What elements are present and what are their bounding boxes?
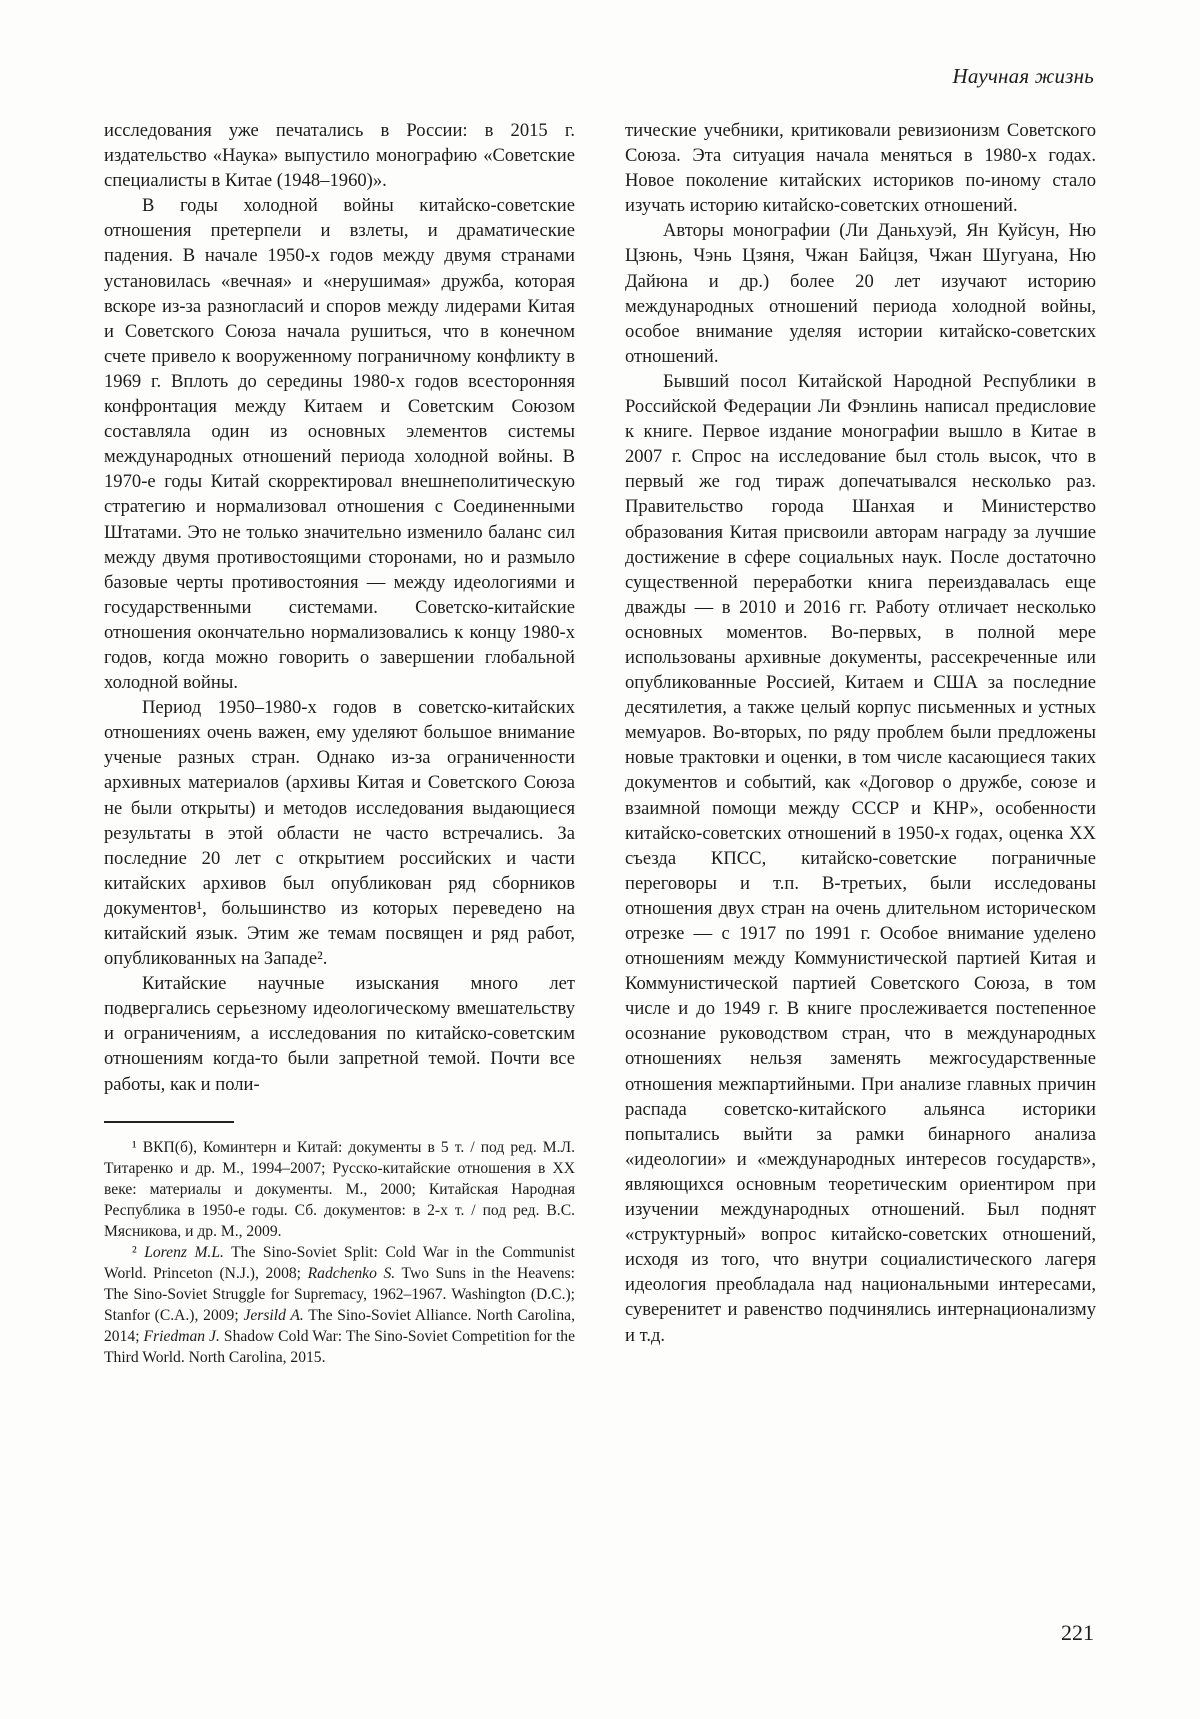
paragraph: Период 1950–1980-х годов в советско-китайских отношениях очень важен, ему уделяют большое внимание ученые разных стран. Однако из-за ограниченности архивных материалов (архивы Китая и Советского Союза не были открыты) и методов исследования выдающиеся результаты в этой области не часто встречались. За последние 20 лет с открытием российских и части китайских архивов был опубликован ряд сборников документов¹, большинство из которых переведено на китайский язык. Этим же темам посвящен и ряд работ, опубликованных на Западе². — [104, 697, 575, 970]
paragraph-continuation: тические учебники, критиковали ревизионизм Советского Союза. Эта ситуация начала меняться в 1980-х годах. Новое поколение китайских историков по-иному стало изучать историю китайско-советских отношений. — [625, 120, 1096, 217]
paragraph: В годы холодной войны китайско-советские отношения претерпели и взлеты, и драматические падения. В начале 1950-х годов между двумя странами установилась «вечная» и «нерушимая» дружба, которая вскоре из-за разногласий и споров между лидерами Китая и Советского Союза начала рушиться, что в конечном счете привело к вооруженному пограничному конфликту в 1969 г. Вплоть до середины 1980-х годов всесторонняя конфронтация между Китаем и Советским Союзом составляла один из основных элементов системы международных отношений периода холодной войны. В 1970-е годы Китай скорректировал внешнеполитическую стратегию и нормализовал отношения с Соединенными Штатами. Это не только значительно изменило баланс сил между двумя противостоящими сторонами, но и размыло базовые черты противостояния — между идеологиями и государственными системами. Советско-китайские отношения окончательно нормализовались к концу 1980-х годов, когда можно говорить о завершении глобальной холодной войны. — [104, 195, 575, 694]
paragraph: Бывший посол Китайской Народной Республики в Российской Федерации Ли Фэнлинь написал предисловие к книге. Первое издание монографии вышло в Китае в 2007 г. Спрос на исследование был столь высок, что в первый же год тираж допечатывался несколько раз. Правительство города Шанхая и Министерство образования Китая присвоили авторам награду за лучшие достижение в сфере социальных наук. После достаточно существенной переработки книга переиздавалась еще дважды — в 2010 и 2016 гг. Работу отличает несколько основных моментов. Во-первых, в полной мере использованы архивные документы, рассекреченные или опубликованные Россией, Китаем и США за последние десятилетия, а также целый корпус письменных и устных мемуаров. Во-вторых, по ряду проблем были предложены новые трактовки и оценки, в том числе касающиеся таких документов и событий, как «Договор о дружбе, союзе и взаимной помощи между СССР и КНР», особенности китайско-советских отношений в 1950-х годах, оценка XX съезда КПСС, китайско-советские пограничные переговоры и т.п. В-третьих, были исследованы отношения двух стран на очень длительном историческом отрезке — с 1917 по 1991 г. Особое внимание уделено отношениям между Коммунистической партией Китая и Коммунистической партией Советского Союза, в том числе и до 1949 г. В книге прослеживается постепенное осознание руководством стран, что в международных отношениях нельзя заменять межгосударственные отношения межпартийными. При анализе главных причин распада советско-китайского альянса историки попытались выйти за рамки бинарного анализа «идеологии» и «международных интересов государств», являющихся основным теоретическим ориентиром при изучении международных отношений. Был поднят «структурный» вопрос китайско-советских отношений, исходя из того, что внутри социалистического лагеря идеология преобладала над национальными интересами, суверенитет и равенство подчинялись интернационализму и т.д. — [625, 370, 1096, 1346]
footnote-2: ² Lorenz M.L. The Sino-Soviet Split: Cold War in the Communist World. Princeton (N.J.), 2008; Radchenko S. Two Suns in the Heavens: The Sino-Soviet Struggle for Supremacy, 1962–1967. Washington (D.C.); Stanfor (C.A.), 2009; Jersild A. The Sino-Soviet Alliance. North Carolina, 2014; Friedman J. Shadow Cold War: The Sino-Soviet Competition for the Third World. North Carolina, 2015. — [104, 1243, 576, 1366]
right-column — [625, 118, 1096, 1368]
paragraph: Китайские научные изыскания много лет подвергались серьезному идеологическому вмешательству и ограничениям, а исследования по китайско-советским отношениям когда-то были запретной темой. Почти все работы, как и поли- — [104, 973, 575, 1095]
paragraph: Авторы монографии (Ли Даньхуэй, Ян Куйсун, Ню Цзюнь, Чэнь Цзяня, Чжан Байцзя, Чжан Шугуана, Ню Дайюна и др.) более 20 лет изучают историю международных отношений периода холодной войны, особое внимание уделяя истории китайско-советских отношений. — [625, 220, 1096, 367]
page-number: 221 — [1061, 1620, 1094, 1645]
footnote-1: ¹ ВКП(б), Коминтерн и Китай: документы в 5 т. / под ред. М.Л. Титаренко и др. М., 1994–2007; Русско-китайские отношения в XX веке: материалы и документы. М., 2000; Китайская Народная Республика в 1950-е годы. Сб. документов: в 2-х т. / под ред. В.С. Мясникова, и др. М., 2009. — [104, 1138, 575, 1240]
text-columns — [104, 118, 1096, 1368]
paragraph-continuation: исследования уже печатались в России: в 2015 г. издательство «Наука» выпустило монографию «Советские специалисты в Китае (1948–1960)». — [104, 120, 575, 192]
footnote-separator — [104, 1121, 234, 1123]
running-head: Научная жизнь — [952, 64, 1094, 88]
left-column — [104, 118, 575, 1368]
